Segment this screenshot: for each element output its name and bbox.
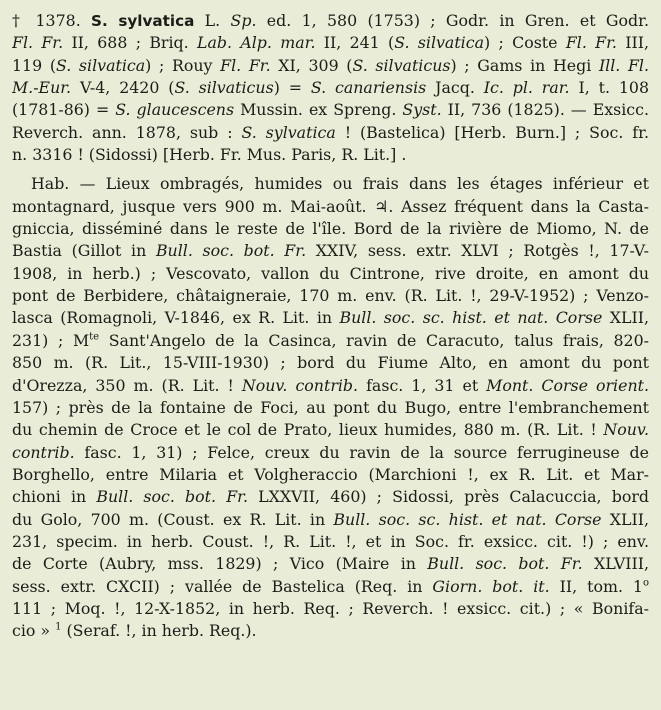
text-run: n. 3316 ! (Sidossi) [Herb. Fr. Mus. Paris, R. Lit.] . bbox=[12, 145, 407, 165]
italic-citation: Bull. soc. bot. Fr. bbox=[155, 241, 307, 261]
text-run: II, 688 ; Briq. bbox=[63, 33, 197, 53]
text-run: de Corte (Aubry, mss. 1829) ; Vico (Maire in bbox=[12, 554, 428, 574]
text-line bbox=[12, 531, 649, 553]
text-run: † 1378. bbox=[12, 11, 92, 30]
text-line bbox=[12, 375, 649, 397]
text-run: ! (Bastelica) [Herb. Burn.] ; Soc. fr. bbox=[335, 122, 649, 142]
italic-citation: S. glaucescens bbox=[115, 100, 235, 120]
text-line bbox=[12, 330, 649, 352]
text-line bbox=[12, 122, 649, 144]
text-line bbox=[12, 32, 649, 54]
text-line bbox=[12, 576, 649, 598]
italic-citation: Giorn. bot. it. bbox=[432, 576, 550, 596]
text-run: ) ; Gams in Hegi bbox=[450, 55, 599, 75]
text-run: fasc. 1, 31 et bbox=[358, 375, 487, 395]
italic-citation: Ill. Fl. bbox=[598, 55, 649, 75]
text-line bbox=[12, 397, 649, 419]
text-run: chioni in bbox=[12, 487, 97, 507]
text-line bbox=[12, 263, 649, 285]
paragraph-gap bbox=[12, 166, 649, 173]
italic-citation: contrib. bbox=[12, 442, 75, 462]
text-run: III, bbox=[616, 33, 649, 53]
text-run: lasca (Romagnoli, V-1846, ex R. Lit. in bbox=[12, 308, 340, 328]
italic-citation: S. sylvatica bbox=[241, 122, 336, 142]
italic-citation: Syst. bbox=[402, 100, 442, 120]
italic-citation: S. canariensis bbox=[310, 78, 427, 98]
text-run: XLII, bbox=[601, 509, 649, 529]
italic-citation: S. silvaticus bbox=[174, 78, 274, 98]
text-run: Hab. — Lieux ombragés, humides ou frais dans les étages inférieur et bbox=[31, 174, 649, 194]
text-run: Mussin. ex Spreng. bbox=[234, 100, 403, 120]
italic-citation: S. silvatica bbox=[394, 33, 485, 53]
text-run: d'Orezza, 350 m. (R. Lit. ! bbox=[12, 375, 242, 395]
text-run: V-4, 2420 ( bbox=[71, 78, 175, 98]
italic-citation: Lab. Alp. mar. bbox=[196, 33, 316, 53]
text-run: Reverch. ann. 1878, sub : bbox=[12, 122, 242, 142]
text-run: 1908, in herb.) ; Vescovato, vallon du Cintrone, rive droite, en amont du bbox=[12, 263, 649, 283]
italic-citation: Ic. pl. rar. bbox=[483, 78, 570, 98]
text-line bbox=[12, 553, 649, 575]
text-run: ) ; Coste bbox=[484, 33, 566, 53]
text-run: montagnard, jusque vers 900 m. Mai-août. ♃. Assez fréquent dans la Casta- bbox=[12, 196, 649, 216]
text-line bbox=[12, 419, 649, 441]
italic-citation: Nouv. contrib. bbox=[241, 375, 359, 395]
text-line bbox=[12, 173, 649, 195]
italic-citation: Bull. soc. bot. Fr. bbox=[427, 554, 583, 574]
text-line bbox=[12, 352, 649, 374]
text-run: gniccia, disséminé dans le reste de l'île. Bord de la rivière de Miomo, N. de bbox=[12, 219, 649, 239]
italic-citation: Bull. soc. sc. hist. et nat. Corse bbox=[333, 509, 602, 529]
text-run: XLII, bbox=[602, 308, 649, 328]
text-run: du Golo, 700 m. (Coust. ex R. Lit. in bbox=[12, 509, 334, 529]
text-line bbox=[12, 196, 649, 218]
text-run: ed. 1, 580 (1753) ; Godr. in Gren. et Godr. bbox=[256, 11, 649, 30]
text-line bbox=[12, 10, 649, 32]
italic-citation: Bull. soc. sc. hist. et nat. Corse bbox=[339, 308, 603, 328]
text-line bbox=[12, 509, 649, 531]
text-run: XI, 309 ( bbox=[270, 55, 353, 75]
text-run: Jacq. bbox=[426, 78, 484, 98]
habitat-paragraph bbox=[12, 173, 649, 642]
species-entry bbox=[12, 10, 649, 166]
text-run: Borghello, entre Milaria et Volgheraccio (Marchioni !, ex R. Lit. et Mar- bbox=[12, 464, 649, 484]
text-line bbox=[12, 218, 649, 240]
text-run: (Seraf. !, in herb. Req.). bbox=[61, 621, 257, 641]
text-line bbox=[12, 486, 649, 508]
text-line bbox=[12, 240, 649, 262]
text-run: II, 736 (1825). — Exsicc. bbox=[441, 100, 649, 120]
text-run: cio » bbox=[12, 621, 56, 641]
text-line bbox=[12, 464, 649, 486]
text-line bbox=[12, 307, 649, 329]
text-run: 231, specim. in herb. Coust. !, R. Lit. !, et in Soc. fr. exsicc. cit. !) ; env. bbox=[12, 531, 649, 551]
text-line bbox=[12, 598, 649, 620]
text-run: XLVIII, bbox=[582, 554, 649, 574]
text-run: XXIV, sess. extr. XLVI ; Rotgès !, 17-V- bbox=[306, 241, 649, 261]
text-run: sess. extr. CXCII) ; vallée de Bastelica (Req. in bbox=[12, 576, 433, 596]
text-run: I, t. 108 bbox=[569, 78, 649, 98]
italic-citation: S. silvatica bbox=[55, 55, 146, 75]
italic-citation: Bull. soc. bot. Fr. bbox=[96, 487, 249, 507]
italic-citation: Fl. Fr. bbox=[12, 33, 64, 53]
italic-citation: Fl. Fr. bbox=[220, 55, 271, 75]
text-line bbox=[12, 620, 649, 642]
text-run: LXXVII, 460) ; Sidossi, près Calacuccia, bord bbox=[248, 487, 649, 507]
text-run: du chemin de Croce et le col de Prato, lieux humides, 880 m. (R. Lit. ! bbox=[12, 420, 604, 440]
text-run: pont de Berbidere, châtaigneraie, 170 m. env. (R. Lit. !, 29-V-1952) ; Venzo- bbox=[12, 286, 649, 306]
text-run: II, tom. 1 bbox=[549, 576, 643, 596]
text-run: ) ; Rouy bbox=[145, 55, 221, 75]
text-run: 157) ; près de la fontaine de Foci, au pont du Bugo, entre l'embranchement bbox=[12, 397, 649, 417]
text-run: 111 ; Moq. !, 12-X-1852, in herb. Req. ; Reverch. ! exsicc. cit.) ; « Bonifa- bbox=[12, 598, 649, 618]
text-line bbox=[12, 55, 649, 77]
text-run: Bastia (Gillot in bbox=[12, 241, 156, 261]
text-run: fasc. 1, 31) ; Felce, creux du ravin de la source ferrugineuse de bbox=[74, 442, 649, 462]
text-run: (1781-86) = bbox=[12, 100, 116, 120]
text-line bbox=[12, 77, 649, 99]
italic-citation: Mont. Corse orient. bbox=[486, 375, 649, 395]
superscript: 1 bbox=[55, 622, 62, 634]
italic-citation: Fl. Fr. bbox=[565, 33, 617, 53]
text-line bbox=[12, 144, 649, 166]
species-name: S. sylvatica bbox=[91, 12, 195, 30]
text-run: ) = bbox=[273, 78, 311, 98]
text-line bbox=[12, 99, 649, 121]
text-line bbox=[12, 285, 649, 307]
text-run: II, 241 ( bbox=[315, 33, 395, 53]
italic-citation: Sp. bbox=[230, 11, 257, 30]
superscript: o bbox=[642, 577, 649, 589]
italic-citation: M.-Eur. bbox=[12, 78, 72, 98]
italic-citation: Nouv. bbox=[603, 420, 649, 440]
text-run: Sant'Angelo de la Casinca, ravin de Caracuto, talus frais, 820- bbox=[99, 330, 649, 350]
superscript: te bbox=[89, 331, 100, 343]
text-run: 850 m. (R. Lit., 15-VIII-1930) ; bord du Fiume Alto, en amont du pont bbox=[12, 353, 649, 373]
text-run: 231) ; M bbox=[12, 330, 90, 350]
text-run: L. bbox=[194, 11, 231, 30]
text-run: 119 ( bbox=[12, 55, 56, 75]
italic-citation: S. silvaticus bbox=[352, 55, 451, 75]
text-line bbox=[12, 442, 649, 464]
